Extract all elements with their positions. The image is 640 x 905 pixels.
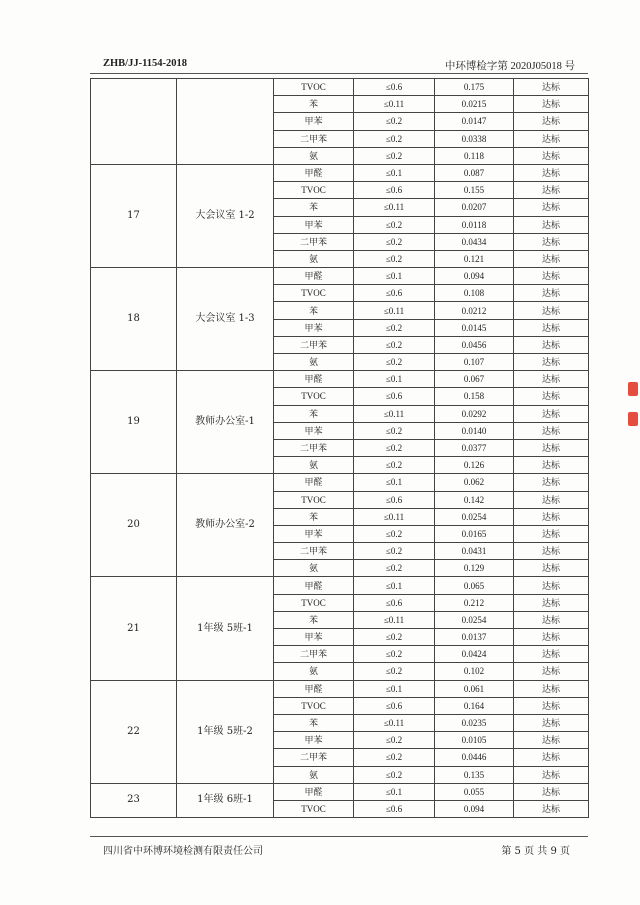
sample-number: 19 bbox=[91, 371, 177, 474]
limit-cell: ≤0.2 bbox=[354, 766, 435, 783]
limit-cell: ≤0.1 bbox=[354, 577, 435, 594]
limit-cell: ≤0.11 bbox=[354, 714, 435, 731]
value-cell: 0.094 bbox=[435, 268, 514, 285]
value-cell: 0.0147 bbox=[435, 113, 514, 130]
result-cell: 达标 bbox=[514, 422, 589, 439]
header-report-number: 中环博检字第 2020J05018 号 bbox=[444, 61, 575, 72]
value-cell: 0.067 bbox=[435, 371, 514, 388]
sample-location: 大会议室 1-3 bbox=[177, 268, 274, 371]
result-cell: 达标 bbox=[514, 457, 589, 474]
sample-location: 1年级 5班-1 bbox=[177, 577, 274, 680]
value-cell: 0.155 bbox=[435, 182, 514, 199]
result-cell: 达标 bbox=[514, 285, 589, 302]
parameter-cell: TVOC bbox=[274, 491, 354, 508]
result-cell: 达标 bbox=[514, 766, 589, 783]
parameter-cell: 二甲苯 bbox=[274, 543, 354, 560]
limit-cell: ≤0.11 bbox=[354, 96, 435, 113]
footer-page-number: 第 5 页 共 9 页 bbox=[501, 846, 570, 857]
value-cell: 0.0118 bbox=[435, 216, 514, 233]
sample-number: 18 bbox=[91, 268, 177, 371]
parameter-cell: TVOC bbox=[274, 697, 354, 714]
limit-cell: ≤0.2 bbox=[354, 113, 435, 130]
value-cell: 0.0105 bbox=[435, 732, 514, 749]
value-cell: 0.126 bbox=[435, 457, 514, 474]
footer-rule bbox=[90, 836, 588, 837]
value-cell: 0.135 bbox=[435, 766, 514, 783]
parameter-cell: TVOC bbox=[274, 182, 354, 199]
header-doc-code: ZHB/JJ-1154-2018 bbox=[103, 58, 188, 69]
limit-cell: ≤0.2 bbox=[354, 354, 435, 371]
result-cell: 达标 bbox=[514, 439, 589, 456]
sample-location: 大会议室 1-2 bbox=[177, 164, 274, 267]
value-cell: 0.102 bbox=[435, 663, 514, 680]
value-cell: 0.065 bbox=[435, 577, 514, 594]
value-cell: 0.0446 bbox=[435, 749, 514, 766]
result-cell: 达标 bbox=[514, 783, 589, 800]
result-cell: 达标 bbox=[514, 96, 589, 113]
value-cell: 0.0207 bbox=[435, 199, 514, 216]
result-cell: 达标 bbox=[514, 714, 589, 731]
parameter-cell: 甲醛 bbox=[274, 680, 354, 697]
result-cell: 达标 bbox=[514, 594, 589, 611]
parameter-cell: 苯 bbox=[274, 508, 354, 525]
parameter-cell: 氨 bbox=[274, 766, 354, 783]
limit-cell: ≤0.2 bbox=[354, 629, 435, 646]
result-cell: 达标 bbox=[514, 216, 589, 233]
parameter-cell: 甲苯 bbox=[274, 525, 354, 542]
parameter-cell: 氨 bbox=[274, 457, 354, 474]
value-cell: 0.164 bbox=[435, 697, 514, 714]
parameter-cell: 苯 bbox=[274, 302, 354, 319]
limit-cell: ≤0.2 bbox=[354, 130, 435, 147]
limit-cell: ≤0.2 bbox=[354, 336, 435, 353]
result-cell: 达标 bbox=[514, 233, 589, 250]
result-cell: 达标 bbox=[514, 113, 589, 130]
table-row bbox=[91, 577, 589, 594]
result-cell: 达标 bbox=[514, 371, 589, 388]
sample-number: 20 bbox=[91, 474, 177, 577]
parameter-cell: 二甲苯 bbox=[274, 439, 354, 456]
value-cell: 0.129 bbox=[435, 560, 514, 577]
limit-cell: ≤0.1 bbox=[354, 164, 435, 181]
value-cell: 0.0254 bbox=[435, 508, 514, 525]
header-rule bbox=[90, 73, 588, 74]
limit-cell: ≤0.11 bbox=[354, 508, 435, 525]
sample-location: 1年级 5班-2 bbox=[177, 680, 274, 783]
parameter-cell: 苯 bbox=[274, 714, 354, 731]
parameter-cell: 二甲苯 bbox=[274, 749, 354, 766]
limit-cell: ≤0.6 bbox=[354, 285, 435, 302]
limit-cell: ≤0.2 bbox=[354, 732, 435, 749]
parameter-cell: 甲苯 bbox=[274, 113, 354, 130]
value-cell: 0.0212 bbox=[435, 302, 514, 319]
result-cell: 达标 bbox=[514, 474, 589, 491]
limit-cell: ≤0.1 bbox=[354, 680, 435, 697]
result-cell: 达标 bbox=[514, 319, 589, 336]
limit-cell: ≤0.1 bbox=[354, 474, 435, 491]
limit-cell: ≤0.2 bbox=[354, 250, 435, 267]
result-cell: 达标 bbox=[514, 697, 589, 714]
sample-number: 21 bbox=[91, 577, 177, 680]
limit-cell: ≤0.2 bbox=[354, 457, 435, 474]
sample-location: 教师办公室-1 bbox=[177, 371, 274, 474]
limit-cell: ≤0.6 bbox=[354, 697, 435, 714]
parameter-cell: 甲醛 bbox=[274, 164, 354, 181]
result-cell: 达标 bbox=[514, 629, 589, 646]
table-row bbox=[91, 164, 589, 181]
parameter-cell: 苯 bbox=[274, 611, 354, 628]
parameter-cell: 氨 bbox=[274, 663, 354, 680]
limit-cell: ≤0.2 bbox=[354, 147, 435, 164]
value-cell: 0.0145 bbox=[435, 319, 514, 336]
result-cell: 达标 bbox=[514, 749, 589, 766]
value-cell: 0.118 bbox=[435, 147, 514, 164]
limit-cell: ≤0.11 bbox=[354, 199, 435, 216]
limit-cell: ≤0.2 bbox=[354, 560, 435, 577]
limit-cell: ≤0.6 bbox=[354, 79, 435, 96]
value-cell: 0.0456 bbox=[435, 336, 514, 353]
parameter-cell: 甲苯 bbox=[274, 629, 354, 646]
result-cell: 达标 bbox=[514, 302, 589, 319]
value-cell: 0.0434 bbox=[435, 233, 514, 250]
value-cell: 0.0424 bbox=[435, 646, 514, 663]
limit-cell: ≤0.2 bbox=[354, 749, 435, 766]
result-cell: 达标 bbox=[514, 646, 589, 663]
sample-number: 17 bbox=[91, 164, 177, 267]
limit-cell: ≤0.2 bbox=[354, 525, 435, 542]
value-cell: 0.0140 bbox=[435, 422, 514, 439]
value-cell: 0.0338 bbox=[435, 130, 514, 147]
table-row bbox=[91, 783, 589, 800]
result-cell: 达标 bbox=[514, 405, 589, 422]
result-cell: 达标 bbox=[514, 388, 589, 405]
limit-cell: ≤0.2 bbox=[354, 319, 435, 336]
sample-number: 22 bbox=[91, 680, 177, 783]
sample-location: 1年级 6班-1 bbox=[177, 783, 274, 817]
limit-cell: ≤0.1 bbox=[354, 783, 435, 800]
sample-number bbox=[91, 79, 177, 165]
limit-cell: ≤0.6 bbox=[354, 491, 435, 508]
sample-location bbox=[177, 79, 274, 165]
value-cell: 0.121 bbox=[435, 250, 514, 267]
value-cell: 0.062 bbox=[435, 474, 514, 491]
result-cell: 达标 bbox=[514, 560, 589, 577]
result-cell: 达标 bbox=[514, 182, 589, 199]
limit-cell: ≤0.11 bbox=[354, 611, 435, 628]
result-cell: 达标 bbox=[514, 800, 589, 817]
result-cell: 达标 bbox=[514, 79, 589, 96]
value-cell: 0.061 bbox=[435, 680, 514, 697]
limit-cell: ≤0.11 bbox=[354, 302, 435, 319]
result-cell: 达标 bbox=[514, 491, 589, 508]
parameter-cell: 氨 bbox=[274, 147, 354, 164]
value-cell: 0.107 bbox=[435, 354, 514, 371]
value-cell: 0.087 bbox=[435, 164, 514, 181]
result-cell: 达标 bbox=[514, 680, 589, 697]
result-cell: 达标 bbox=[514, 336, 589, 353]
value-cell: 0.0137 bbox=[435, 629, 514, 646]
value-cell: 0.212 bbox=[435, 594, 514, 611]
table-row bbox=[91, 371, 589, 388]
value-cell: 0.0431 bbox=[435, 543, 514, 560]
result-cell: 达标 bbox=[514, 164, 589, 181]
parameter-cell: 二甲苯 bbox=[274, 233, 354, 250]
parameter-cell: 氨 bbox=[274, 250, 354, 267]
limit-cell: ≤0.2 bbox=[354, 233, 435, 250]
red-seal-fragment bbox=[628, 382, 640, 442]
result-cell: 达标 bbox=[514, 543, 589, 560]
footer-company: 四川省中环博环境检测有限责任公司 bbox=[103, 846, 263, 857]
limit-cell: ≤0.2 bbox=[354, 422, 435, 439]
parameter-cell: 二甲苯 bbox=[274, 336, 354, 353]
result-cell: 达标 bbox=[514, 663, 589, 680]
limit-cell: ≤0.2 bbox=[354, 646, 435, 663]
parameter-cell: 苯 bbox=[274, 96, 354, 113]
value-cell: 0.175 bbox=[435, 79, 514, 96]
results-table bbox=[90, 78, 589, 818]
limit-cell: ≤0.2 bbox=[354, 543, 435, 560]
result-cell: 达标 bbox=[514, 130, 589, 147]
parameter-cell: 二甲苯 bbox=[274, 646, 354, 663]
parameter-cell: TVOC bbox=[274, 594, 354, 611]
result-cell: 达标 bbox=[514, 268, 589, 285]
parameter-cell: 甲醛 bbox=[274, 577, 354, 594]
sample-number: 23 bbox=[91, 783, 177, 817]
result-cell: 达标 bbox=[514, 199, 589, 216]
parameter-cell: 甲醛 bbox=[274, 371, 354, 388]
parameter-cell: TVOC bbox=[274, 285, 354, 302]
result-cell: 达标 bbox=[514, 250, 589, 267]
parameter-cell: 二甲苯 bbox=[274, 130, 354, 147]
value-cell: 0.108 bbox=[435, 285, 514, 302]
result-cell: 达标 bbox=[514, 611, 589, 628]
parameter-cell: TVOC bbox=[274, 800, 354, 817]
parameter-cell: 苯 bbox=[274, 199, 354, 216]
value-cell: 0.0292 bbox=[435, 405, 514, 422]
value-cell: 0.142 bbox=[435, 491, 514, 508]
value-cell: 0.0215 bbox=[435, 96, 514, 113]
table-row bbox=[91, 268, 589, 285]
table-row bbox=[91, 79, 589, 96]
parameter-cell: 氨 bbox=[274, 354, 354, 371]
result-cell: 达标 bbox=[514, 577, 589, 594]
limit-cell: ≤0.6 bbox=[354, 800, 435, 817]
result-cell: 达标 bbox=[514, 508, 589, 525]
parameter-cell: 甲苯 bbox=[274, 732, 354, 749]
parameter-cell: 氨 bbox=[274, 560, 354, 577]
value-cell: 0.0254 bbox=[435, 611, 514, 628]
parameter-cell: TVOC bbox=[274, 388, 354, 405]
result-cell: 达标 bbox=[514, 354, 589, 371]
parameter-cell: TVOC bbox=[274, 79, 354, 96]
result-cell: 达标 bbox=[514, 732, 589, 749]
limit-cell: ≤0.2 bbox=[354, 439, 435, 456]
parameter-cell: 甲苯 bbox=[274, 422, 354, 439]
result-cell: 达标 bbox=[514, 147, 589, 164]
value-cell: 0.0377 bbox=[435, 439, 514, 456]
limit-cell: ≤0.6 bbox=[354, 388, 435, 405]
sample-location: 教师办公室-2 bbox=[177, 474, 274, 577]
value-cell: 0.055 bbox=[435, 783, 514, 800]
limit-cell: ≤0.2 bbox=[354, 663, 435, 680]
parameter-cell: 甲醛 bbox=[274, 474, 354, 491]
limit-cell: ≤0.6 bbox=[354, 594, 435, 611]
result-cell: 达标 bbox=[514, 525, 589, 542]
value-cell: 0.0165 bbox=[435, 525, 514, 542]
limit-cell: ≤0.2 bbox=[354, 216, 435, 233]
limit-cell: ≤0.6 bbox=[354, 182, 435, 199]
value-cell: 0.158 bbox=[435, 388, 514, 405]
value-cell: 0.0235 bbox=[435, 714, 514, 731]
table-row bbox=[91, 474, 589, 491]
parameter-cell: 甲醛 bbox=[274, 268, 354, 285]
parameter-cell: 甲醛 bbox=[274, 783, 354, 800]
parameter-cell: 苯 bbox=[274, 405, 354, 422]
limit-cell: ≤0.1 bbox=[354, 371, 435, 388]
limit-cell: ≤0.1 bbox=[354, 268, 435, 285]
parameter-cell: 甲苯 bbox=[274, 216, 354, 233]
limit-cell: ≤0.11 bbox=[354, 405, 435, 422]
value-cell: 0.094 bbox=[435, 800, 514, 817]
table-row bbox=[91, 680, 589, 697]
parameter-cell: 甲苯 bbox=[274, 319, 354, 336]
